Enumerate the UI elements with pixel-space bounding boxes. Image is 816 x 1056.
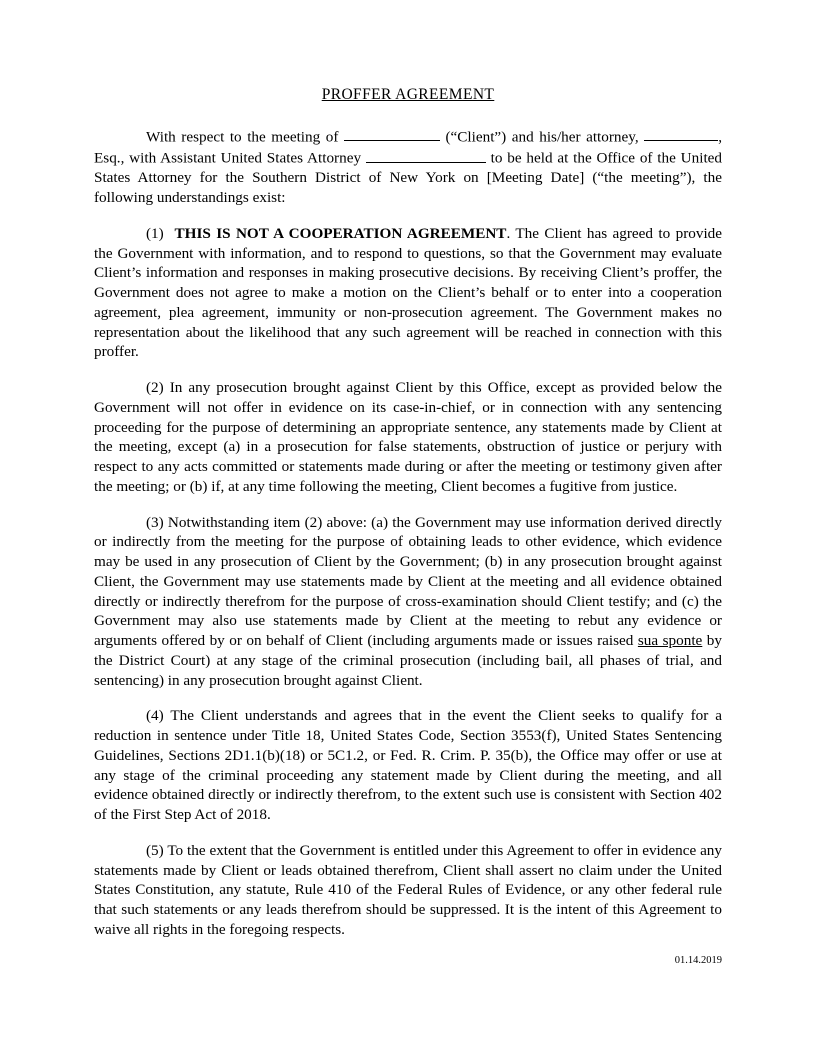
footer-date: 01.14.2019 (674, 954, 722, 966)
blank-client[interactable] (344, 126, 440, 141)
intro-lead: With respect to the meeting of (146, 128, 339, 146)
paragraph-3-italic-term: sua sponte (637, 632, 703, 650)
paragraph-1-text: . The Client has agreed to provide the Government with information, and to respond to questions, so that the Government may evaluate Client’s information and responses in making prosecutive decisions. By receiving Client’s proffer, the Government does not agree to make a motion on the Client’s behalf or to enter into a cooperation agreement, plea agreement, immunity or non-prosecution agreement. The Government makes no representation about the likelihood that any such agreement will be reached in connection with this proffer. (94, 224, 723, 361)
paragraph-1 (94, 224, 722, 362)
paragraph-4: (4) The Client understands and agrees that in the event the Client seeks to qualify for a reduction in sentence under Title 18, United States Code, Section 3553(f), United States Sentencing Guidelines, Sections 2D1.1(b)(18) or 5C1.2, or Fed. R. Crim. P. 35(b), the Office may offer or use at any stage of the criminal proceeding any statement made by Client during the meeting, and all evidence obtained directly or indirectly therefrom, to the extent such use is consistent with Section 402 of the First Step Act of 2018. (94, 707, 722, 824)
paragraph-5: (5) To the extent that the Government is entitled under this Agreement to offer in evidence any statements made by Client or leads obtained therefrom, Client shall assert no claim under the United States Constitution, any statute, Rule 410 of the Federal Rules of Evidence, or any other federal rule that such statements or any leads therefrom should be suppressed. It is the intent of this Agreement to waive all rights in the foregoing respects. (94, 841, 722, 938)
paragraph-3-text-before: (3) Notwithstanding item (2) above: (a) the Government may use information derived directly or indirectly from the meeting for the purpose of obtaining leads to other evidence, which evidence may be used in any prosecution of Client by the Government; (b) in any prosecution brought against Client, the Government may use statements made by Client at the meeting and all evidence obtained directly or indirectly therefrom for the purpose of cross-examination should Client testify; and (c) the Government may also use statements made by Client at the meeting to rebut any evidence or arguments offered by or on behalf of Client (including arguments made or issues raised (94, 513, 722, 650)
paragraph-1-number: (1) (146, 224, 164, 242)
blank-attorney[interactable] (644, 126, 718, 141)
paragraph-2: (2) In any prosecution brought against Client by this Office, except as provided below the Government will not offer in evidence on its case-in-chief, or in connection with any sentencing proceeding for the purpose of determining an appropriate sentence, any statements made by Client at the meeting, except (a) in a prosecution for false statements, obstruction of justice or perjury with respect to any acts committed or statements made during or after the meeting or testimony given after the meeting; or (b) if, at any time following the meeting, Client becomes a fugitive from justice. (94, 379, 722, 495)
intro-after-blank2: , Esq., with Assistant United States Attorney (94, 128, 723, 167)
footer-row (94, 955, 722, 969)
document-body (94, 86, 722, 969)
paragraph-1-heading: THIS IS NOT A COOPERATION AGREEMENT (174, 224, 507, 242)
blank-ausa[interactable] (366, 147, 486, 162)
paragraph-3 (94, 513, 722, 691)
intro-after-blank1: (“Client”) and his/her attorney, (445, 128, 639, 146)
intro-after-blank3: to be held at the Office of the United States Attorney for the Southern District of New York on [Meeting Date] (“the meeting”), the following understandings exist: (94, 149, 723, 207)
paragraph-3-text-after: by the District Court) at any stage of the criminal prosecution (including bail, all phases of trial, and sentencing) in any prosecution brought against Client. (94, 632, 722, 689)
page-title: PROFFER AGREEMENT (321, 86, 495, 103)
paragraph-intro (94, 126, 722, 208)
